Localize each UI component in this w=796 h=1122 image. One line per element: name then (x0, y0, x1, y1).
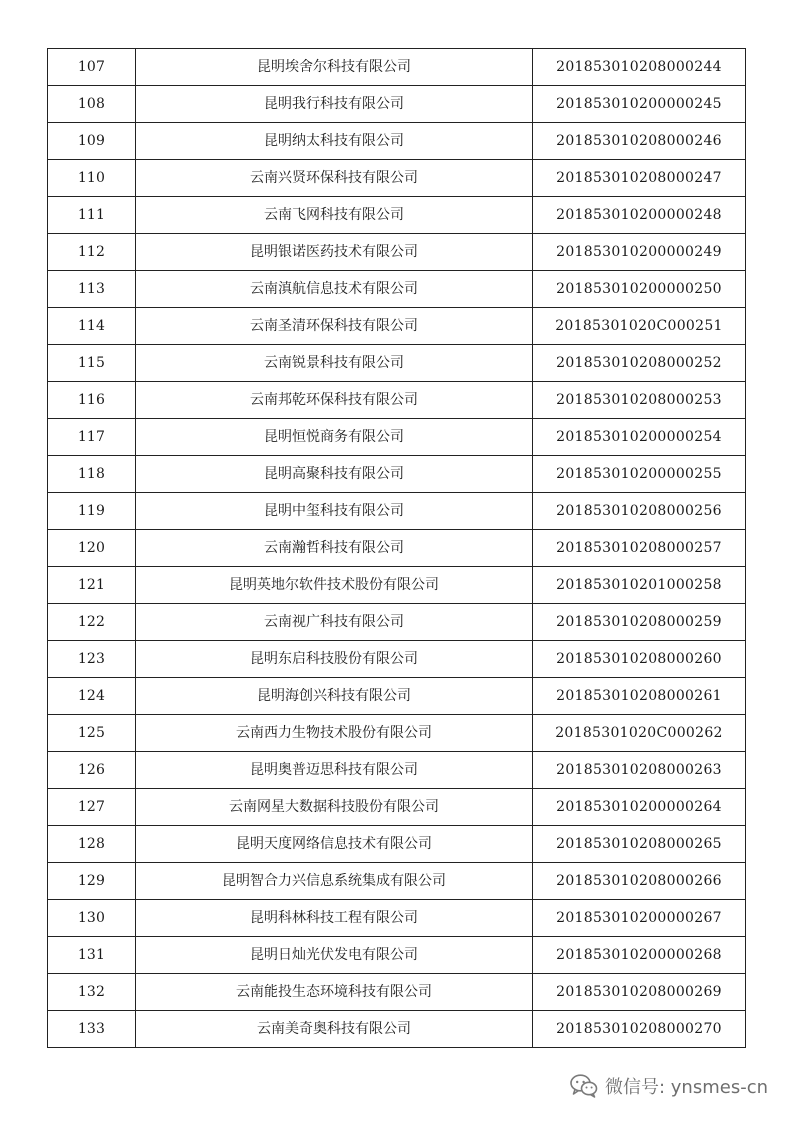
registration-code-cell: 201853010200000250 (533, 271, 746, 308)
company-name-cell: 昆明海创兴科技有限公司 (136, 678, 533, 715)
row-number-cell: 130 (48, 900, 136, 937)
registration-code-cell: 201853010208000259 (533, 604, 746, 641)
registration-code-cell: 201853010200000255 (533, 456, 746, 493)
row-number-cell: 107 (48, 49, 136, 86)
row-number-cell: 115 (48, 345, 136, 382)
row-number-cell: 124 (48, 678, 136, 715)
registration-code-cell: 201853010208000257 (533, 530, 746, 567)
registration-code-cell: 20185301020C000262 (533, 715, 746, 752)
row-number-cell: 126 (48, 752, 136, 789)
company-name-cell: 云南西力生物技术股份有限公司 (136, 715, 533, 752)
table-row (48, 49, 746, 86)
registration-code-cell: 201853010201000258 (533, 567, 746, 604)
table-body (48, 49, 746, 1048)
table-row (48, 456, 746, 493)
table-row (48, 604, 746, 641)
table-row (48, 234, 746, 271)
registration-code-cell: 201853010200000248 (533, 197, 746, 234)
company-name-cell: 昆明奥普迈思科技有限公司 (136, 752, 533, 789)
registration-code-cell: 201853010208000270 (533, 1011, 746, 1048)
row-number-cell: 116 (48, 382, 136, 419)
table-row (48, 160, 746, 197)
row-number-cell: 122 (48, 604, 136, 641)
registration-code-cell: 201853010208000244 (533, 49, 746, 86)
table-row (48, 937, 746, 974)
table-row (48, 271, 746, 308)
row-number-cell: 113 (48, 271, 136, 308)
company-registry-table (47, 48, 746, 1048)
company-name-cell: 云南兴贤环保科技有限公司 (136, 160, 533, 197)
company-name-cell: 云南美奇奥科技有限公司 (136, 1011, 533, 1048)
row-number-cell: 120 (48, 530, 136, 567)
watermark-text: 微信号: ynsmes-cn (604, 1077, 768, 1098)
row-number-cell: 109 (48, 123, 136, 160)
registration-code-cell: 201853010200000249 (533, 234, 746, 271)
registration-code-cell: 201853010208000266 (533, 863, 746, 900)
table-row (48, 567, 746, 604)
table-row (48, 826, 746, 863)
row-number-cell: 111 (48, 197, 136, 234)
row-number-cell: 121 (48, 567, 136, 604)
registration-code-cell: 201853010200000268 (533, 937, 746, 974)
row-number-cell: 114 (48, 308, 136, 345)
table-row (48, 641, 746, 678)
registration-code-cell: 201853010200000264 (533, 789, 746, 826)
row-number-cell: 108 (48, 86, 136, 123)
table-row (48, 419, 746, 456)
table-row (48, 1011, 746, 1048)
table-row (48, 678, 746, 715)
company-name-cell: 云南视广科技有限公司 (136, 604, 533, 641)
company-name-cell: 云南滇航信息技术有限公司 (136, 271, 533, 308)
company-name-cell: 昆明英地尔软件技术股份有限公司 (136, 567, 533, 604)
company-name-cell: 云南锐景科技有限公司 (136, 345, 533, 382)
registration-code-cell: 201853010208000263 (533, 752, 746, 789)
registration-code-cell: 201853010200000254 (533, 419, 746, 456)
table-row (48, 345, 746, 382)
company-name-cell: 昆明恒悦商务有限公司 (136, 419, 533, 456)
company-name-cell: 云南飞网科技有限公司 (136, 197, 533, 234)
row-number-cell: 119 (48, 493, 136, 530)
company-name-cell: 昆明纳太科技有限公司 (136, 123, 533, 160)
table-row (48, 900, 746, 937)
registration-code-cell: 201853010208000260 (533, 641, 746, 678)
registration-code-cell: 201853010208000253 (533, 382, 746, 419)
table-row (48, 123, 746, 160)
row-number-cell: 112 (48, 234, 136, 271)
registration-code-cell: 201853010208000247 (533, 160, 746, 197)
row-number-cell: 131 (48, 937, 136, 974)
table-row (48, 752, 746, 789)
row-number-cell: 133 (48, 1011, 136, 1048)
company-name-cell: 昆明高聚科技有限公司 (136, 456, 533, 493)
table-row (48, 530, 746, 567)
row-number-cell: 132 (48, 974, 136, 1011)
table-row (48, 86, 746, 123)
registration-code-cell: 201853010208000256 (533, 493, 746, 530)
registration-code-cell: 201853010208000265 (533, 826, 746, 863)
row-number-cell: 125 (48, 715, 136, 752)
company-name-cell: 昆明中玺科技有限公司 (136, 493, 533, 530)
table-row (48, 789, 746, 826)
row-number-cell: 128 (48, 826, 136, 863)
company-name-cell: 昆明智合力兴信息系统集成有限公司 (136, 863, 533, 900)
wechat-icon (569, 1073, 599, 1099)
row-number-cell: 117 (48, 419, 136, 456)
registration-code-cell: 201853010200000245 (533, 86, 746, 123)
company-name-cell: 昆明天度网络信息技术有限公司 (136, 826, 533, 863)
company-name-cell: 云南邦乾环保科技有限公司 (136, 382, 533, 419)
table-row (48, 493, 746, 530)
registration-code-cell: 201853010208000261 (533, 678, 746, 715)
table-row (48, 382, 746, 419)
company-name-cell: 云南能投生态环境科技有限公司 (136, 974, 533, 1011)
company-name-cell: 昆明埃舍尔科技有限公司 (136, 49, 533, 86)
row-number-cell: 118 (48, 456, 136, 493)
table-row (48, 863, 746, 900)
registration-code-cell: 20185301020C000251 (533, 308, 746, 345)
registration-code-cell: 201853010208000269 (533, 974, 746, 1011)
registration-code-cell: 201853010208000246 (533, 123, 746, 160)
row-number-cell: 123 (48, 641, 136, 678)
company-name-cell: 昆明东启科技股份有限公司 (136, 641, 533, 678)
table-row (48, 715, 746, 752)
company-name-cell: 云南瀚哲科技有限公司 (136, 530, 533, 567)
company-name-cell: 云南网星大数据科技股份有限公司 (136, 789, 533, 826)
company-name-cell: 昆明我行科技有限公司 (136, 86, 533, 123)
wechat-watermark (569, 1073, 768, 1099)
table-row (48, 197, 746, 234)
company-name-cell: 云南圣清环保科技有限公司 (136, 308, 533, 345)
company-name-cell: 昆明日灿光伏发电有限公司 (136, 937, 533, 974)
company-name-cell: 昆明银诺医药技术有限公司 (136, 234, 533, 271)
registration-code-cell: 201853010208000252 (533, 345, 746, 382)
row-number-cell: 127 (48, 789, 136, 826)
row-number-cell: 129 (48, 863, 136, 900)
table-row (48, 308, 746, 345)
table-row (48, 974, 746, 1011)
company-name-cell: 昆明科林科技工程有限公司 (136, 900, 533, 937)
registration-code-cell: 201853010200000267 (533, 900, 746, 937)
row-number-cell: 110 (48, 160, 136, 197)
